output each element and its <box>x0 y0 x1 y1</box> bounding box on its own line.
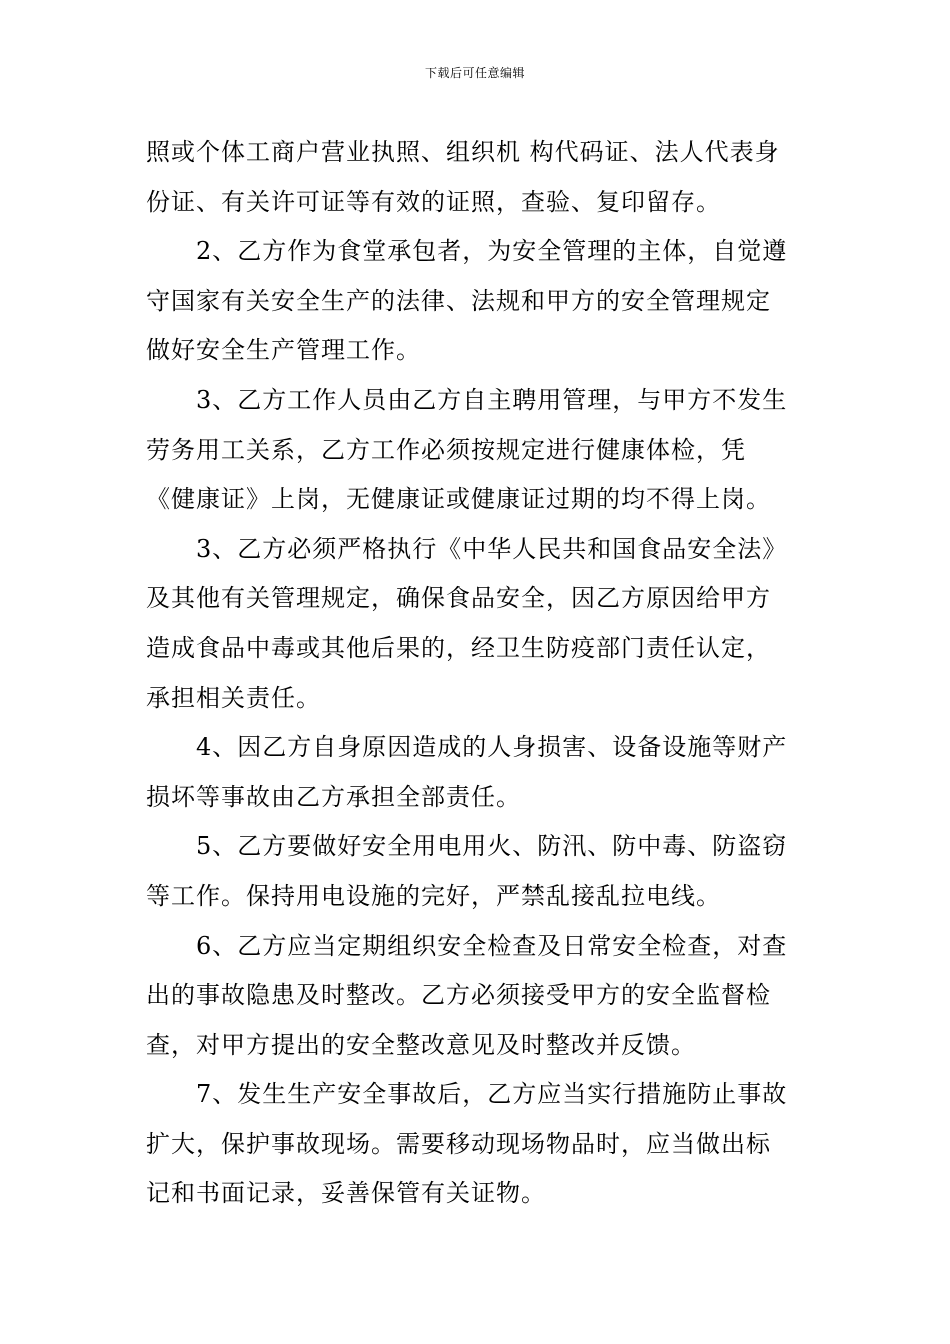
text-line: 出的事故隐患及时整改。乙方必须接受甲方的安全监督检 <box>146 981 771 1010</box>
text-line: 守国家有关安全生产的法律、法规和甲方的安全管理规定 <box>146 286 771 315</box>
text-line: 记和书面记录，妥善保管有关证物。 <box>146 1179 546 1208</box>
text-line: 份证、有关许可证等有效的证照，查验、复印留存。 <box>146 187 721 216</box>
text-line: 及其他有关管理规定，确保食品安全，因乙方原因给甲方 <box>146 584 771 613</box>
paragraph-start-line: 3、乙方工作人员由乙方自主聘用管理，与甲方不发生 <box>196 385 788 414</box>
text-line: 造成食品中毒或其他后果的，经卫生防疫部门责任认定， <box>146 633 771 662</box>
text-line: 照或个体工商户营业执照、组织机 构代码证、法人代表身 <box>146 138 780 166</box>
text-line: 等工作。保持用电设施的完好，严禁乱接乱拉电线。 <box>146 881 721 910</box>
text-line: 损坏等事故由乙方承担全部责任。 <box>146 782 521 811</box>
text-line: 劳务用工关系，乙方工作必须按规定进行健康体检，凭 <box>146 435 746 464</box>
text-line: 扩大，保护事故现场。需要移动现场物品时，应当做出标 <box>146 1129 771 1158</box>
text-line: 承担相关责任。 <box>146 683 321 712</box>
paragraph-start-line: 5、乙方要做好安全用电用火、防汛、防中毒、防盗窃 <box>196 832 788 861</box>
paragraph-start-line: 3、乙方必须严格执行《中华人民共和国食品安全法》 <box>196 534 788 563</box>
document-body <box>146 128 806 1219</box>
paragraph-start-line: 2、乙方作为食堂承包者，为安全管理的主体，自觉遵 <box>196 237 788 266</box>
paragraph-start-line: 4、因乙方自身原因造成的人身损害、设备设施等财产 <box>196 733 788 762</box>
text-line: 《健康证》上岗，无健康证或健康证过期的均不得上岗。 <box>146 485 771 514</box>
paragraph-start-line: 6、乙方应当定期组织安全检查及日常安全检查，对查 <box>196 931 788 960</box>
paragraph-start-line: 7、发生生产安全事故后，乙方应当实行措施防止事故 <box>196 1080 788 1109</box>
text-line: 做好安全生产管理工作。 <box>146 336 421 365</box>
text-line: 查，对甲方提出的安全整改意见及时整改并反馈。 <box>146 1030 696 1059</box>
page-header: 下载后可任意编辑 <box>424 66 525 80</box>
